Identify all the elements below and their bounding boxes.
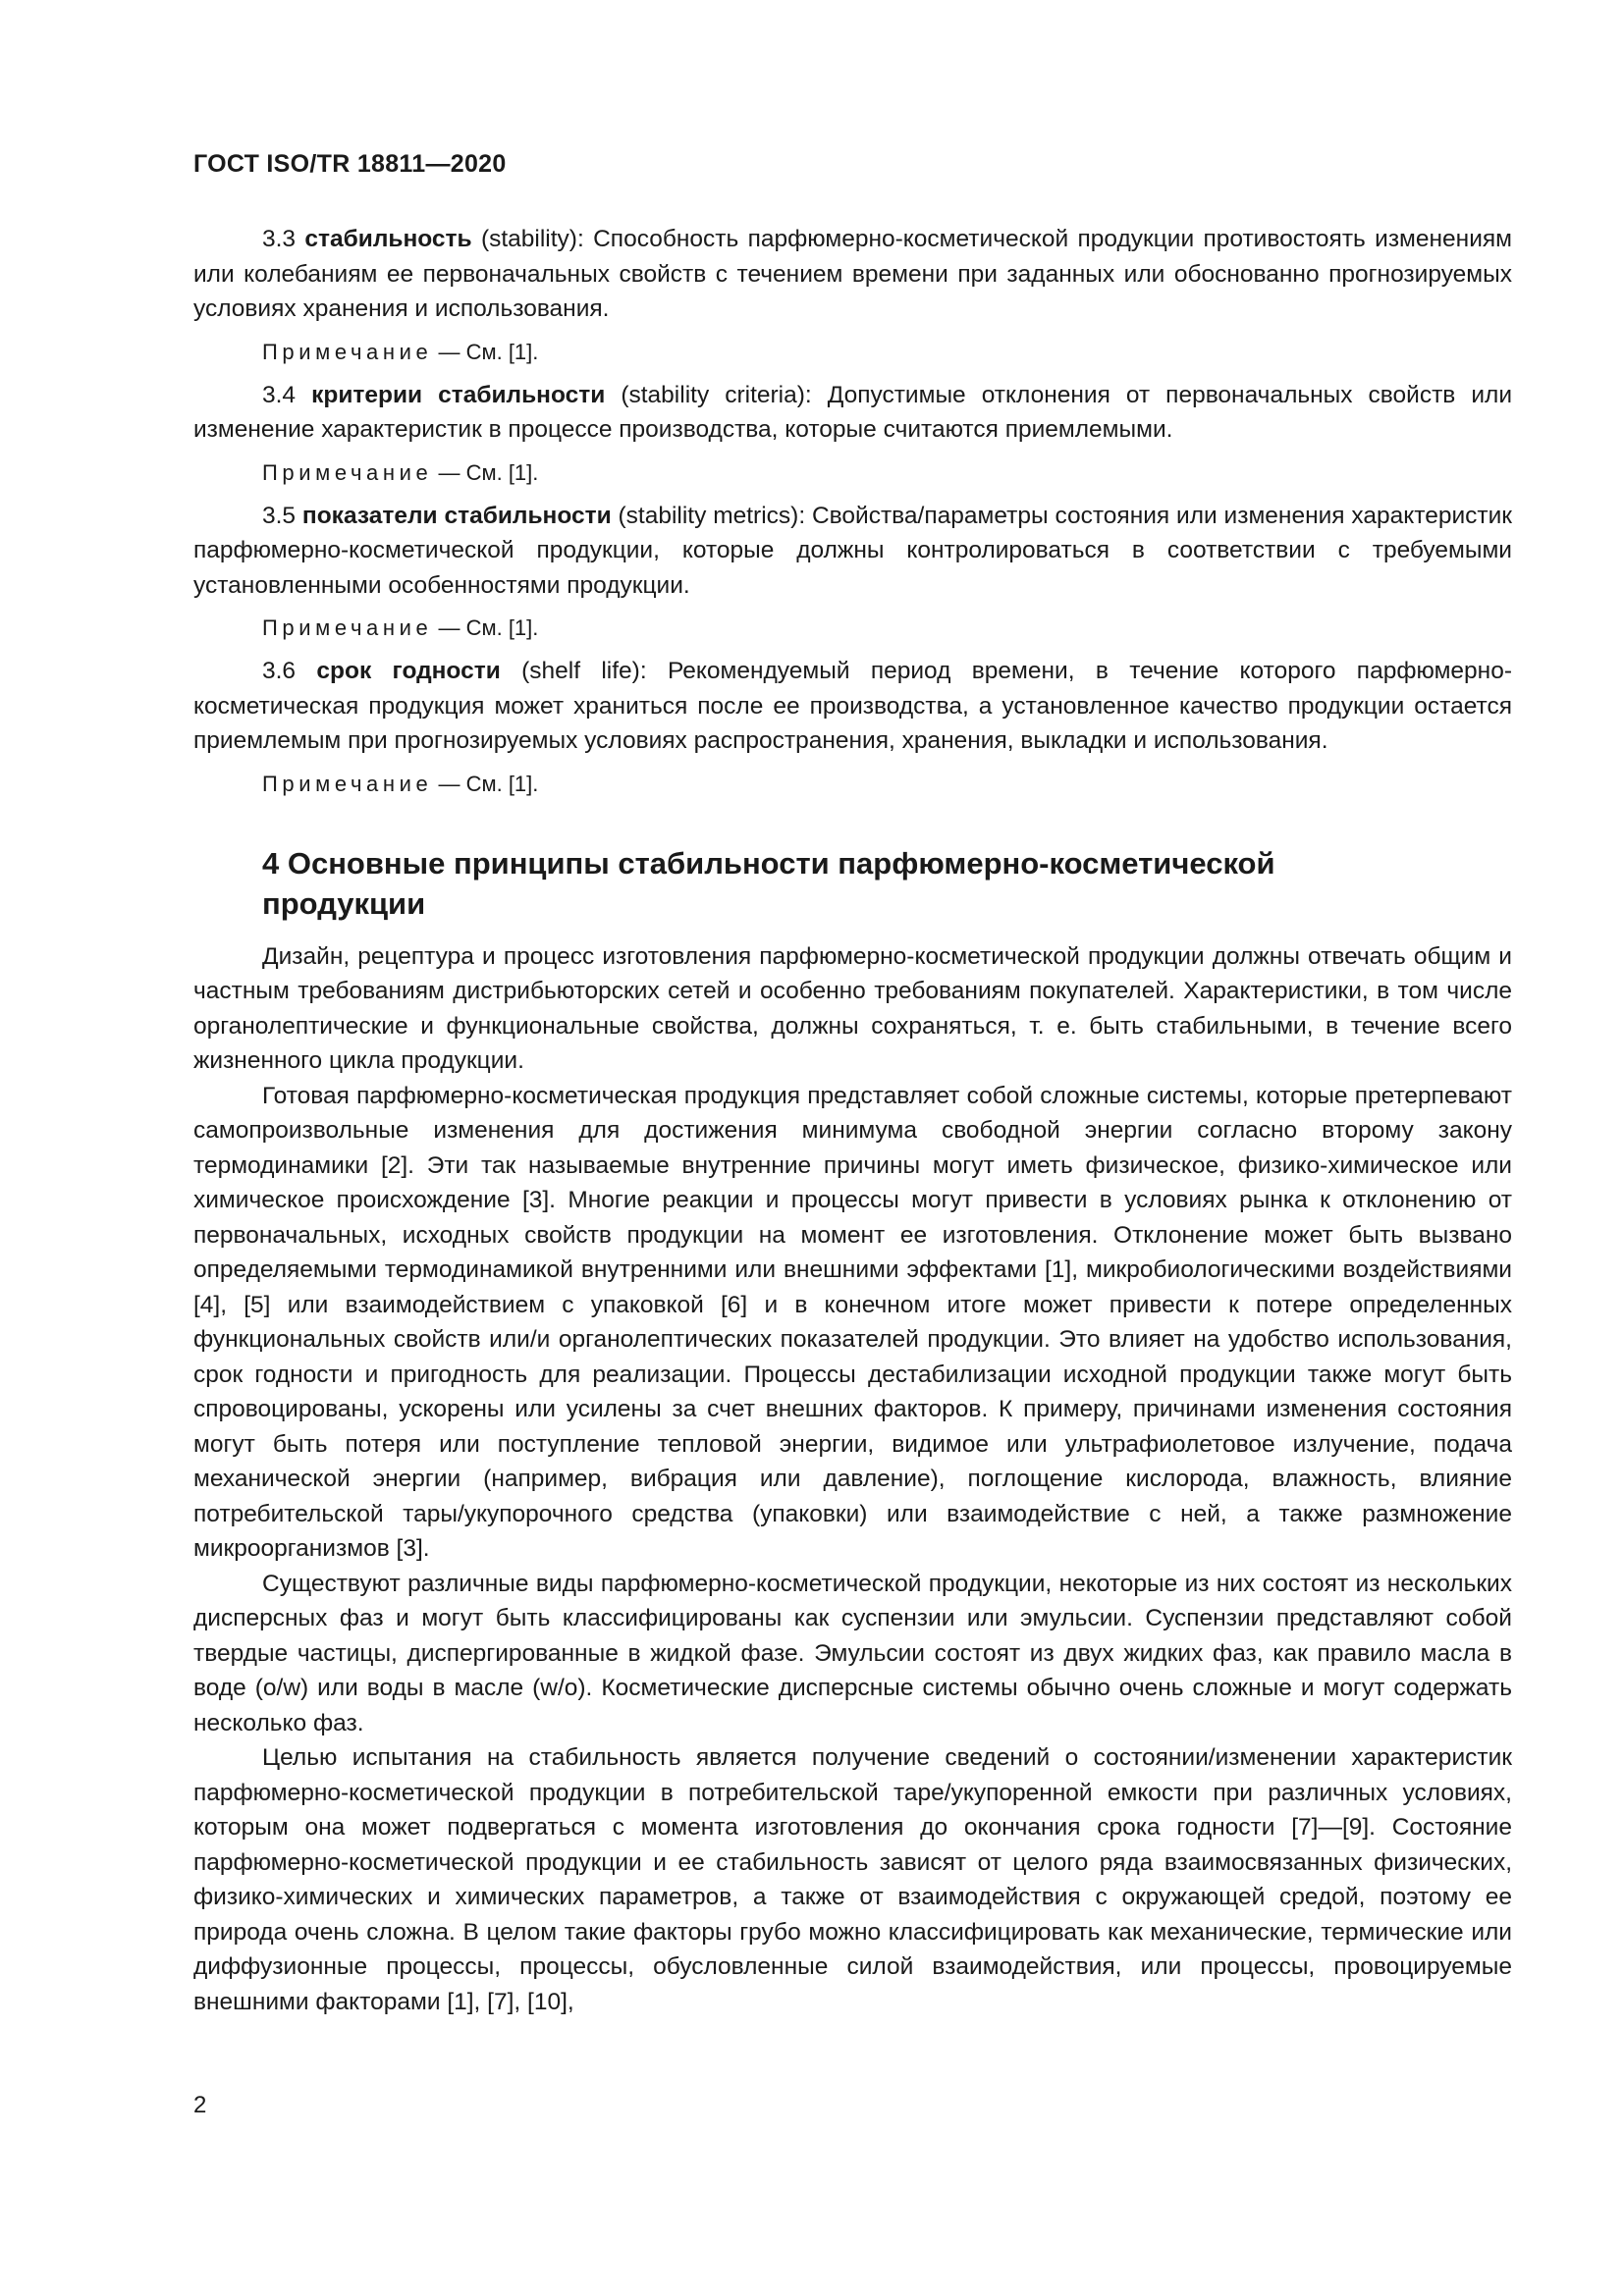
note-text: — См. [1]. — [438, 615, 539, 640]
term-name: срок годности — [316, 658, 501, 684]
term-definition: (stability metrics): Свойства/параметры состояния или изменения характеристик парфюмерно-косметической продукции, которые должны контролироваться в соответствии с требуемыми установленными особенностями продукции. — [193, 502, 1513, 599]
term-entry — [193, 378, 1512, 448]
document-body — [193, 222, 1512, 2019]
term-name: критерии стабильности — [311, 381, 606, 408]
note-label: Примечание — [262, 339, 433, 364]
term-number: 3.3 — [262, 226, 297, 252]
term-entry — [193, 222, 1512, 327]
body-paragraph: Целью испытания на стабильность является получение сведений о состоянии/изменении характеристик парфюмерно-косметической продукции в потребительской таре/укупоренной емкости при различных условиях, которым она может подвергаться с момента изготовления до окончания срока годности [7]—[9]. Состояние парфюмерно-косметической продукции и ее стабильность зависят от целого ряда взаимосвязанных физических, физико-химических и химических параметров, а также от взаимодействия с окружающей средой, поэтому ее природа очень сложна. В целом такие факторы грубо можно классифицировать как механические, термические или диффузионные процессы, процессы, обусловленные силой взаимодействия, или процессы, провоцируемые внешними факторами [1], [7], [10], — [193, 1744, 1512, 2015]
term-entry — [193, 654, 1512, 759]
term-note — [262, 457, 1512, 489]
term-name: стабильность — [304, 226, 472, 252]
note-text: — См. [1]. — [438, 339, 539, 364]
term-definition: (shelf life): Рекомендуемый период времени, в течение которого парфюмерно-косметическая продукция может храниться после ее производства, а установленное качество продукции остается приемлемым при прогнозируемых условиях распространения, хранения, выкладки и использования. — [193, 658, 1512, 754]
page-number: 2 — [193, 2092, 207, 2118]
term-note — [262, 337, 1512, 368]
note-label: Примечание — [262, 771, 433, 796]
term-number: 3.6 — [262, 658, 297, 684]
note-label: Примечание — [262, 459, 433, 485]
term-definition: (stability criteria): Допустимые отклонения от первоначальных свойств или изменение характеристик в процессе производства, которые считаются приемлемыми. — [193, 381, 1513, 443]
body-paragraph: Существуют различные виды парфюмерно-косметической продукции, некоторые из них состоят из нескольких дисперсных фаз и могут быть классифицированы как суспензии или эмульсии. Суспензии представляют собой твердые частицы, диспергированные в жидкой фазе. Эмульсии состоят из двух жидких фаз, как правило масла в воде (o/w) или воды в масле (w/o). Косметические дисперсные системы обычно очень сложные и могут содержать несколько фаз. — [193, 1570, 1512, 1736]
note-label: Примечание — [262, 615, 433, 640]
document-header: ГОСТ ISO/TR 18811—2020 — [193, 150, 507, 178]
term-entry — [193, 499, 1512, 604]
note-text: — См. [1]. — [438, 459, 539, 485]
term-definition: (stability): Способность парфюмерно-косметической продукции противостоять изменениям или колебаниям ее первоначальных свойств с течением времени при заданных или обоснованно прогнозируемых условиях хранения и использования. — [193, 226, 1513, 322]
term-name: показатели стабильности — [301, 502, 612, 529]
term-note — [262, 613, 1512, 644]
note-text: — См. [1]. — [438, 771, 539, 796]
body-paragraph: Готовая парфюмерно-косметическая продукция представляет собой сложные системы, которые претерпевают самопроизвольные изменения для достижения минимума свободной энергии согласно второму закону термодинамики [2]. Эти так называемые внутренние причины могут иметь физическое, физико-химическое или химическое происхождение [3]. Многие реакции и процессы могут привести в условиях рынка к отклонению от первоначальных, исходных свойств продукции на момент ее изготовления. Отклонение может быть вызвано определяемыми термодинамикой внутренними или внешними эффектами [1], микробиологическими воздействиями [4], [5] или взаимодействием с упаковкой [6] и в конечном итоге может привести к потере определенных функциональных свойств или/и органолептических показателей продукции. Это влияет на удобство использования, срок годности и пригодность для реализации. Процессы дестабилизации исходной продукции также могут быть спровоцированы, ускорены или усилены за счет внешних факторов. К примеру, причинами изменения состояния могут быть потеря или поступление тепловой энергии, видимое или ультрафиолетовое излучение, подача механической энергии (например, вибрация или давление), поглощение кислорода, влажность, влияние потребительской тары/укупорочного средства (упаковки) или взаимодействие с ней, а также размножение микроорганизмов [3]. — [193, 1082, 1512, 1562]
term-number: 3.5 — [262, 502, 297, 529]
section-title: 4 Основные принципы стабильности парфюмерно-косметической продукции — [262, 845, 1275, 921]
body-paragraph: Дизайн, рецептура и процесс изготовления парфюмерно-косметической продукции должны отвечать общим и частным требованиям дистрибьюторских сетей и особенно требованиям покупателей. Характеристики, в том числе органолептические и функциональные свойства, должны сохраняться, т. е. быть стабильными, в течение всего жизненного цикла продукции. — [193, 942, 1512, 1074]
term-number: 3.4 — [262, 381, 297, 408]
term-note — [262, 769, 1512, 800]
